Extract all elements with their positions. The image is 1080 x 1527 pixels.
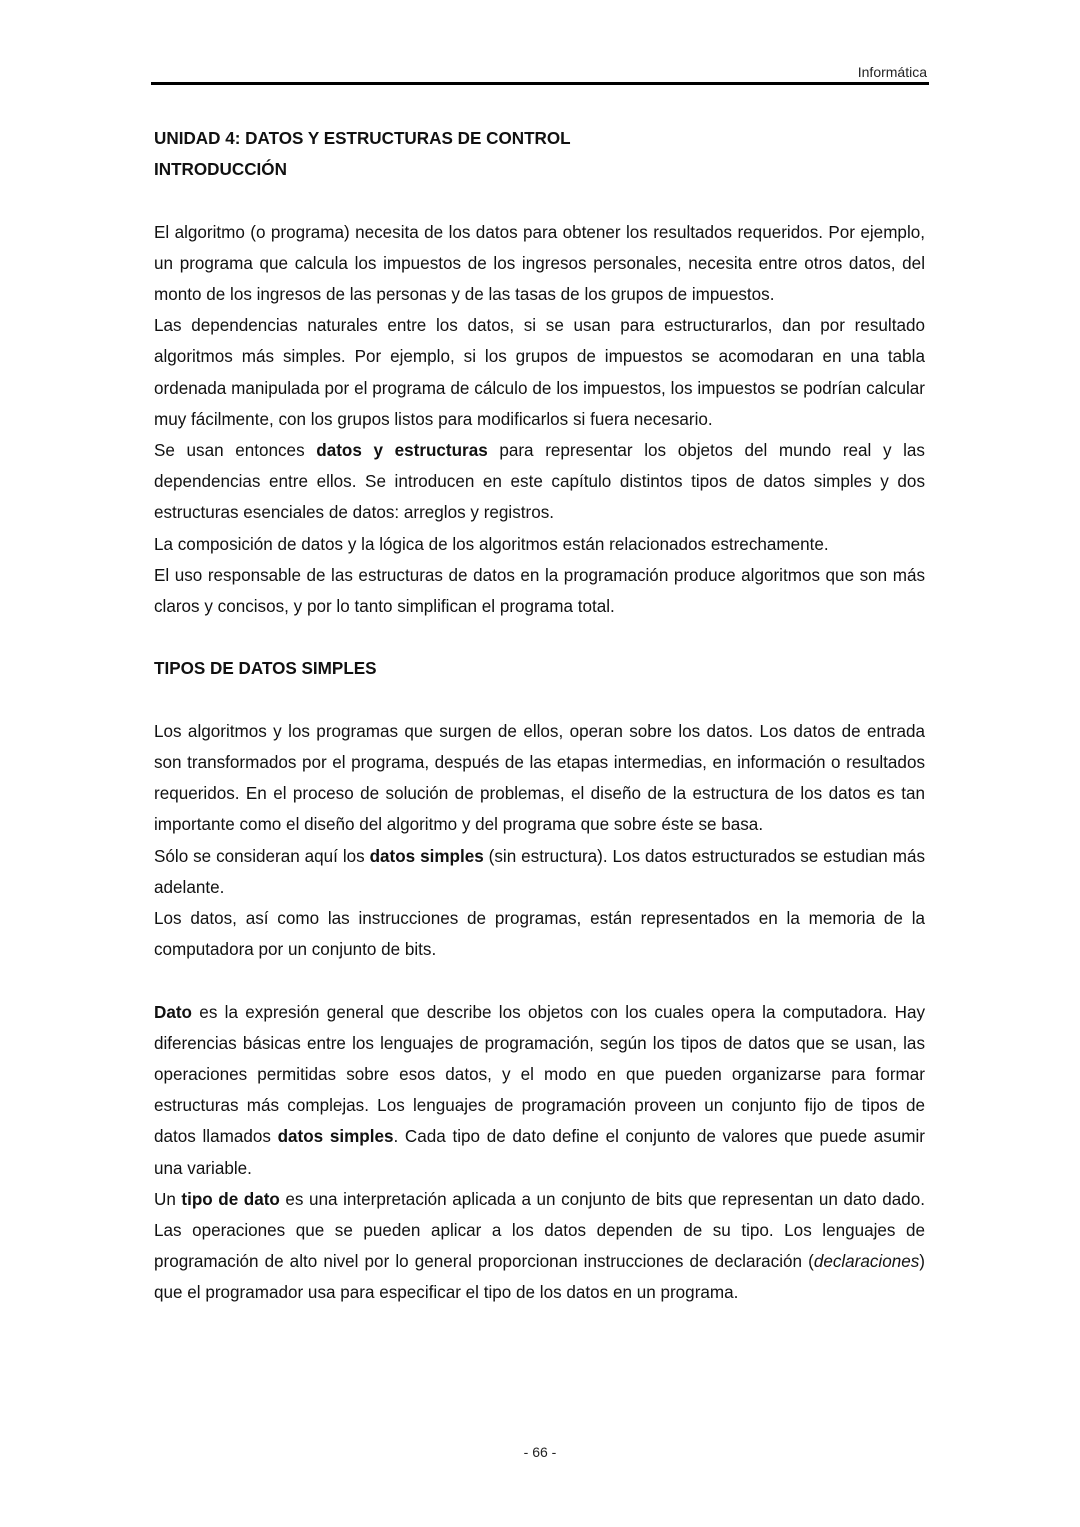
dato-paragraph-2 <box>154 1184 925 1309</box>
intro-paragraph-1: El algoritmo (o programa) necesita de los datos para obtener los resultados requeridos. Por ejemplo, un programa que calcula los impuestos de los ingresos personales, necesita entre otros datos, del monto de los ingresos de las personas y de las tasas de los grupos de impuestos. <box>154 222 925 304</box>
text-run: es la expresión general que describe los objetos con los cuales opera la computadora. Hay diferencias básicas entre los lenguajes de programación, según los tipos de datos que se usan, las operaciones permitidas sobre esos datos, y el modo en que pueden organizarse para formar estructuras más complejas. Los lenguajes de programación proveen un conjunto fijo de tipos de datos llamados <box>154 1002 925 1147</box>
text-run: Un <box>154 1189 182 1209</box>
text-run: Sólo se consideran aquí los <box>154 846 370 866</box>
unit-title: UNIDAD 4: DATOS Y ESTRUCTURAS DE CONTROL <box>154 129 571 148</box>
bold-term: tipo de dato <box>181 1189 280 1209</box>
spacer <box>154 685 925 716</box>
bold-term: datos y estructuras <box>316 441 488 461</box>
types-paragraph-3: Los datos, así como las instrucciones de programas, están representados en la memoria de la computadora por un conjunto de bits. <box>154 909 925 960</box>
text-run: Se usan entonces <box>154 441 317 461</box>
bold-term: Dato <box>154 1002 192 1022</box>
italic-term: declaraciones <box>813 1252 920 1272</box>
section-title-introduccion: INTRODUCCIÓN <box>154 160 287 180</box>
intro-paragraph-3 <box>154 435 925 529</box>
spacer <box>154 185 925 216</box>
types-paragraph-1: Los algoritmos y los programas que surgen de ellos, operan sobre los datos. Los datos de entrada son transformados por el programa, después de las etapas intermedias, en información o resultados requeridos. En el proceso de solución de problemas, el diseño de la estructura de los datos es tan importante como el diseño del algoritmo y del programa que sobre éste se basa. <box>154 721 925 835</box>
section-title-tipos-de-datos: TIPOS DE DATOS SIMPLES <box>154 659 377 679</box>
page-number: - 66 - <box>523 1444 557 1460</box>
page-content <box>154 123 925 1309</box>
intro-paragraph-4: La composición de datos y la lógica de los algoritmos están relacionados estrechamente. <box>154 534 829 554</box>
bold-term: datos simples <box>369 846 484 866</box>
text-run: (sin estructura). Los datos estructurados se estudian más adelante. <box>154 846 925 897</box>
text-run: es una interpretación aplicada a un conjunto de bits que representan un dato dado. Las operaciones que se pueden aplicar a los datos dependen de su tipo. Los lenguajes de programación de alto nivel por lo general proporcionan instrucciones de declaración ( <box>154 1189 925 1272</box>
text-run: ) que el programador usa para especificar el tipo de los datos en un programa. <box>154 1252 925 1303</box>
spacer <box>154 622 925 653</box>
types-paragraph-2 <box>154 841 925 903</box>
intro-paragraph-2: Las dependencias naturales entre los datos, si se usan para estructurarlos, dan por resultado algoritmos más simples. Por ejemplo, si los grupos de impuestos se acomodaran en una tabla ordenada manipulada por el programa de cálculo de los impuestos, los impuestos se podrían calcular muy fácilmente, con los grupos listos para modificarlos si fuera necesario. <box>154 316 925 429</box>
intro-paragraph-5: El uso responsable de las estructuras de datos en la programación produce algoritmos que son más claros y concisos, y por lo tanto simplifican el programa total. <box>154 565 925 617</box>
bold-term: datos simples <box>277 1127 394 1147</box>
header-rule <box>151 82 929 85</box>
text-run: . Cada tipo de dato define el conjunto de valores que puede asumir una variable. <box>154 1127 925 1178</box>
text-run: para representar los objetos del mundo real y las dependencias entre ellos. Se introducen en este capítulo distintos tipos de datos simples y dos estructuras esenciales de datos: arreglos y registros. <box>154 441 925 523</box>
spacer <box>154 965 925 996</box>
dato-paragraph-1 <box>154 997 925 1184</box>
running-header: Informática <box>857 64 927 80</box>
